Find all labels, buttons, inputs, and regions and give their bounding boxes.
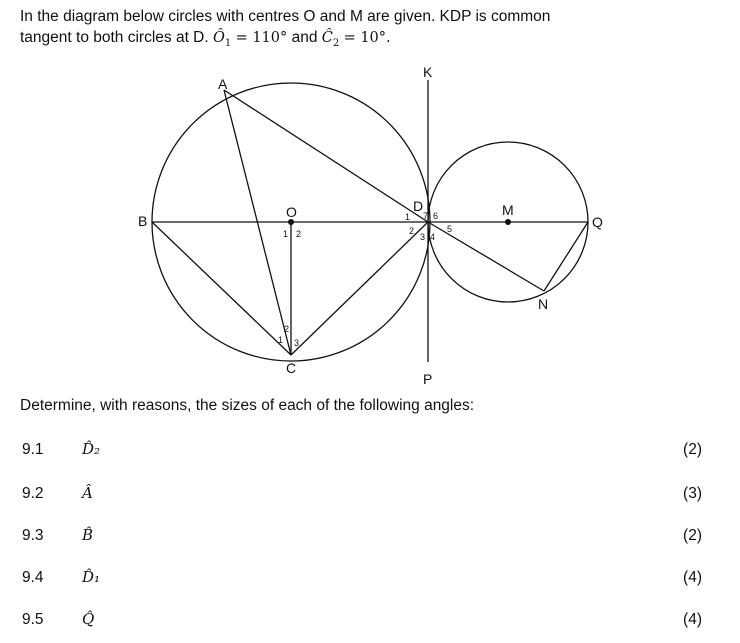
line-dn [428, 222, 544, 291]
question-row [0, 611, 740, 635]
question-marks: (2) [683, 527, 702, 544]
question-number: 9.5 [22, 611, 44, 628]
question-marks: (2) [683, 441, 702, 458]
given-angle-o: Ô [213, 30, 225, 46]
given-angle-o-value: = 110° [235, 30, 288, 46]
question-angle: Â [82, 484, 93, 502]
question-marks: (3) [683, 485, 702, 502]
line-bc [152, 222, 291, 355]
label-point-d: D [413, 198, 424, 214]
question-row [0, 569, 740, 593]
angle-label-d6: 6 [433, 211, 439, 221]
angle-label-d1: 1 [405, 212, 411, 222]
angle-label-o1: 1 [283, 229, 289, 239]
question-angle: D̂₂ [82, 440, 101, 458]
intro-line-1: In the diagram below circles with centres O and M are given. KDP is common [20, 8, 551, 25]
question-angle: B̂ [82, 526, 94, 544]
question-number: 9.3 [22, 527, 44, 544]
line-cd [291, 222, 428, 355]
question-row [0, 527, 740, 551]
label-point-n: N [538, 296, 549, 312]
label-point-k: K [423, 64, 433, 80]
given-angle-c: Ĉ [321, 30, 333, 46]
angle-label-d7: 7 [423, 211, 429, 221]
question-angle: D̂₁ [82, 568, 101, 586]
question-row [0, 485, 740, 509]
intro-line-2-start: tangent to both circles at D. [20, 29, 209, 46]
question-angle: Q̂ [82, 610, 95, 628]
label-point-q: Q [592, 214, 603, 230]
question-marks: (4) [683, 569, 702, 586]
instruction-text: Determine, with reasons, the sizes of each of the following angles: [20, 397, 475, 414]
given-angle-c-value: = 10°. [343, 30, 391, 46]
angle-label-d2: 2 [409, 226, 415, 236]
question-marks: (4) [683, 611, 702, 628]
angle-label-d3: 3 [420, 232, 426, 242]
angle-label-c2: 2 [284, 324, 290, 334]
label-point-a: A [218, 76, 228, 92]
angle-label-d4: 4 [430, 232, 436, 242]
label-point-m: M [502, 202, 514, 218]
label-point-o: O [286, 204, 297, 220]
label-point-p: P [423, 371, 433, 387]
label-point-b: B [138, 213, 148, 229]
question-number: 9.4 [22, 569, 44, 586]
label-point-c: C [286, 360, 297, 376]
angle-label-d5: 5 [447, 224, 453, 234]
line-ad [224, 90, 428, 222]
line-nq [544, 222, 588, 291]
centre-m-dot [505, 219, 511, 225]
and-word: and [291, 29, 318, 46]
angle-label-c3: 3 [294, 338, 300, 348]
given-angle-c-subscript: 2 [332, 38, 340, 50]
question-number: 9.1 [22, 441, 44, 458]
question-row [0, 441, 740, 465]
angle-label-o2: 2 [296, 229, 302, 239]
given-angle-o-subscript: 1 [224, 38, 232, 50]
question-number: 9.2 [22, 485, 44, 502]
angle-label-c1: 1 [278, 335, 284, 345]
